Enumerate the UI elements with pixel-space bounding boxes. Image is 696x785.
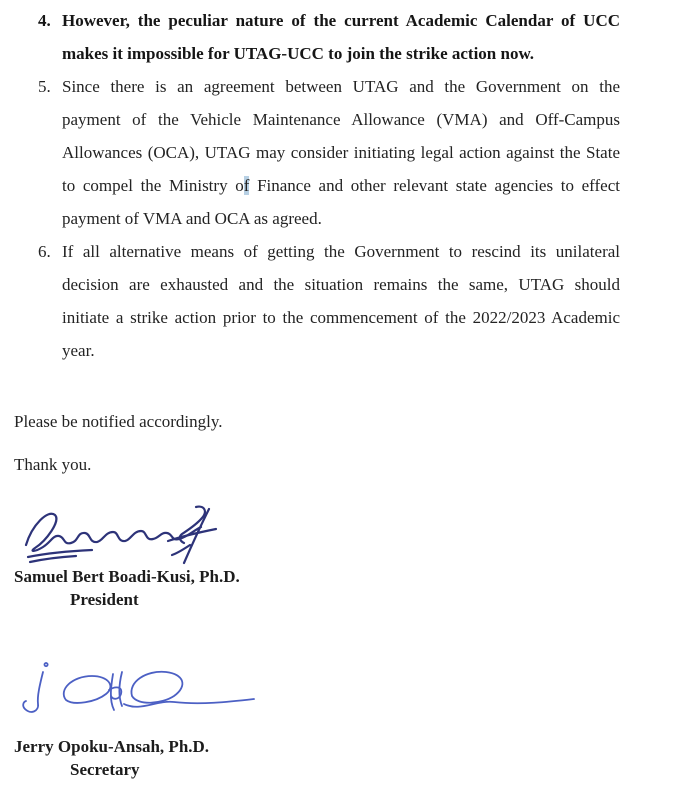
- list-item-4: [38, 4, 620, 70]
- list-line: payment of VMA and OCA as agreed.: [62, 209, 322, 228]
- list-item-content: [62, 4, 620, 70]
- president-name-block: [14, 565, 696, 611]
- list-line: If all alternative means of getting the Government to rescind its unilateral: [62, 242, 620, 261]
- list-item-number: 5.: [38, 77, 51, 96]
- closing-section: [14, 405, 696, 481]
- president-name: Samuel Bert Boadi-Kusi, Ph.D.: [14, 567, 240, 586]
- list-item-6: [38, 235, 620, 367]
- list-item-number: 6.: [38, 242, 51, 261]
- signature-section: [14, 503, 696, 781]
- list-line: payment of the Vehicle Maintenance Allowance (VMA) and Off-Campus: [62, 110, 620, 129]
- closing-thanks: Thank you.: [14, 455, 92, 474]
- list-line: makes it impossible for UTAG-UCC to join the strike action now.: [62, 44, 535, 63]
- president-signature: [20, 503, 225, 565]
- list-item-5: [38, 70, 620, 235]
- secretary-signature: [16, 658, 261, 716]
- text-selection-highlight: f: [243, 176, 250, 195]
- secretary-name: Jerry Opoku-Ansah, Ph.D.: [14, 737, 210, 756]
- numbered-list: [38, 4, 620, 367]
- list-line: Since there is an agreement between UTAG and the Government on the: [62, 77, 620, 96]
- secretary-name-block: [14, 735, 696, 781]
- line-prefix: to compel the Ministry o: [62, 176, 244, 195]
- list-line: Allowances (OCA), UTAG may consider initiating legal action against the State: [62, 143, 620, 162]
- list-item-content: [62, 235, 620, 367]
- line-suffix: Finance and other relevant state agencies to effect: [249, 176, 620, 195]
- list-line: However, the peculiar nature of the current Academic Calendar of UCC: [62, 11, 620, 30]
- list-item-number: 4.: [38, 11, 51, 30]
- secretary-title: Secretary: [70, 760, 140, 779]
- list-line: year.: [62, 341, 95, 360]
- list-line-with-highlight: [62, 169, 620, 202]
- list-line: decision are exhausted and the situation remains the same, UTAG should: [62, 275, 620, 294]
- list-item-content: [62, 70, 620, 235]
- closing-notice: Please be notified accordingly.: [14, 412, 223, 431]
- list-line: initiate a strike action prior to the commencement of the 2022/2023 Academic: [62, 308, 620, 327]
- president-title: President: [70, 590, 139, 609]
